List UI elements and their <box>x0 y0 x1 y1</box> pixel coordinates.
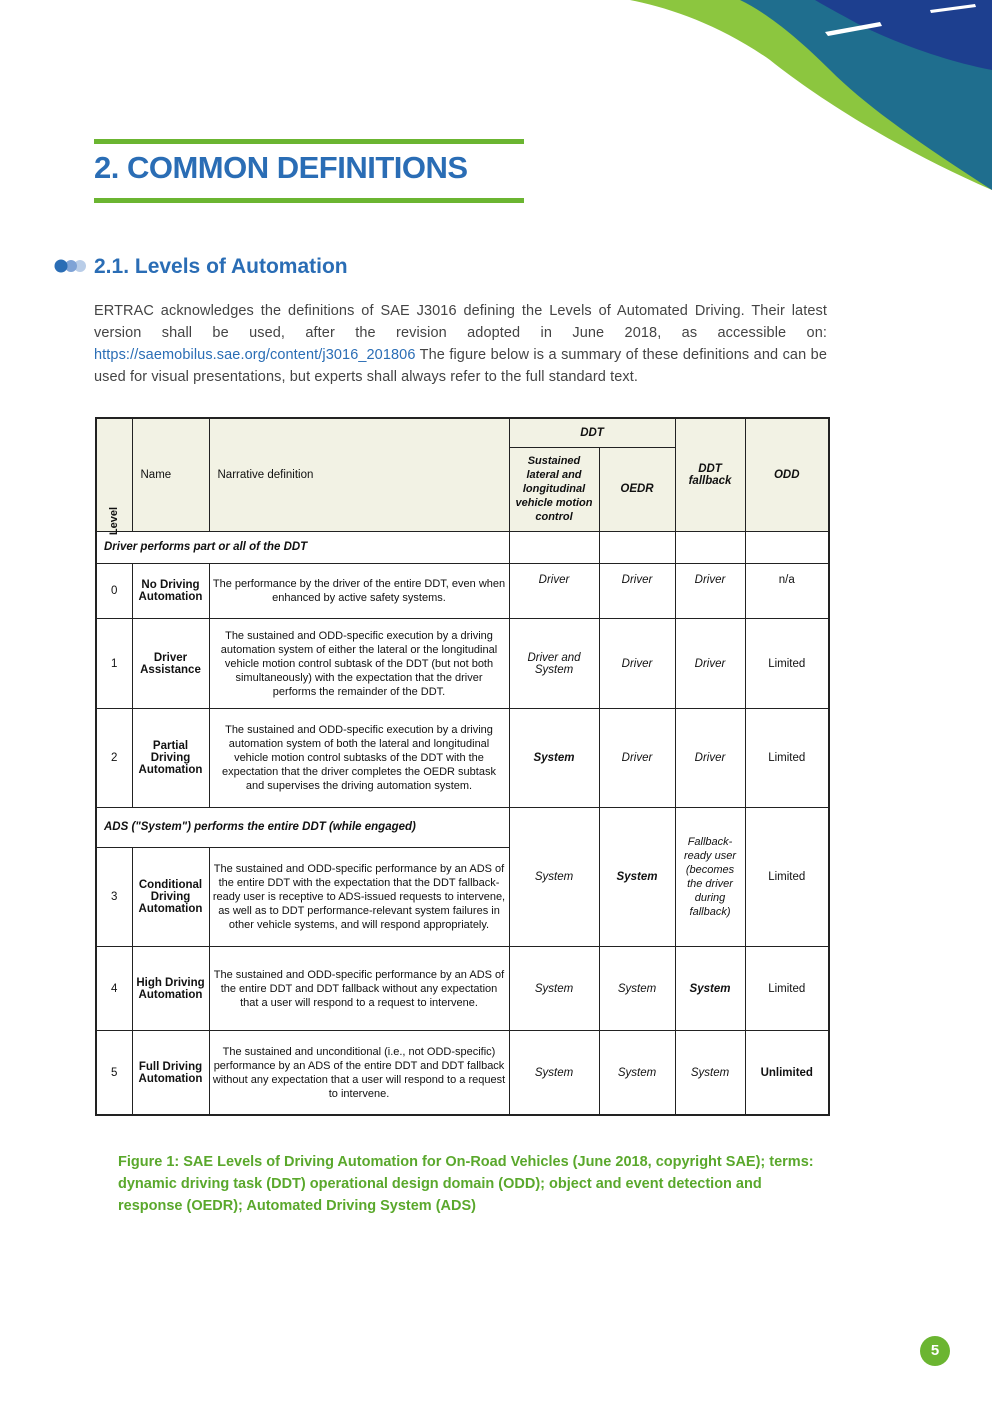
intro-text-after: The figure below is a summary of these definitions and can be used for visual presentations, but experts shall always refer to the full standard text. <box>94 347 827 385</box>
sustained-cell: System <box>509 709 599 807</box>
name-cell: Conditional Driving Automation <box>132 847 209 946</box>
sustained-cell: System <box>509 1031 599 1115</box>
odd-cell: Limited <box>745 946 829 1030</box>
intro-text: ERTRAC acknowledges the definitions of SAE J3016 defining the Levels of Automated Driving. Their latest version shall be used, after the revision adopted in June 2018, as accessible on: <box>94 303 827 341</box>
figure-caption <box>118 1151 827 1217</box>
oedr-cell: Driver <box>599 619 675 709</box>
odd-cell: Limited <box>745 619 829 709</box>
fallback-cell: Driver <box>675 709 745 807</box>
fallback-cell: Driver <box>675 563 745 618</box>
name-cell: Partial Driving Automation <box>132 709 209 807</box>
level-cell: 3 <box>96 847 132 946</box>
level-cell: 0 <box>96 563 132 618</box>
intro-paragraph <box>94 300 827 388</box>
narrative-cell: The sustained and ODD-specific performance by an ADS of the entire DDT with the expectation that the DDT fallback-ready user is receptive to ADS-issued requests to intervene, as well as to DDT performance-relevant system failures in other vehicle systems, and will respond appropriately. <box>209 847 509 946</box>
name-cell: Driver Assistance <box>132 619 209 709</box>
level-cell: 4 <box>96 946 132 1030</box>
odd-cell: Limited <box>745 709 829 807</box>
fallback-header: DDT fallback <box>675 418 745 531</box>
narrative-header: Narrative definition <box>209 418 509 531</box>
empty-cell <box>745 531 829 563</box>
name-header: Name <box>132 418 209 531</box>
title-rule-bottom <box>94 198 524 203</box>
caption-text: SAE Levels of Driving Automation for On-Road Vehicles (June 2018, copyright SAE); terms: dynamic driving task (DDT) operational design domain (ODD); object and event detection and response (OEDR); Automated Driving System (ADS) <box>118 1154 814 1214</box>
odd-header: ODD <box>745 418 829 531</box>
fallback-cell: Driver <box>675 619 745 709</box>
name-cell: Full Driving Automation <box>132 1031 209 1115</box>
oedr-cell: System <box>599 807 675 946</box>
title-rule-top <box>94 139 524 144</box>
level-cell: 1 <box>96 619 132 709</box>
sae-levels-table <box>95 417 830 1116</box>
page-number: 5 <box>920 1336 950 1366</box>
oedr-cell: System <box>599 946 675 1030</box>
section-bullet-icon <box>52 259 88 273</box>
odd-cell: Limited <box>745 807 829 946</box>
empty-cell <box>509 531 599 563</box>
table-row <box>96 709 829 807</box>
group-ads-label: ADS ("System") performs the entire DDT (while engaged) <box>96 807 509 847</box>
table-row <box>96 563 829 618</box>
corner-decoration <box>600 0 992 200</box>
level-header: Level <box>96 418 132 531</box>
level-cell: 5 <box>96 1031 132 1115</box>
section-title: 2.1. Levels of Automation <box>94 255 348 278</box>
level-cell: 2 <box>96 709 132 807</box>
ddt-header: DDT <box>509 418 675 447</box>
page-title: 2. COMMON DEFINITIONS <box>94 150 468 185</box>
sustained-cell: Driver <box>509 563 599 618</box>
oedr-header: OEDR <box>599 447 675 531</box>
oedr-cell: Driver <box>599 563 675 618</box>
name-cell: High Driving Automation <box>132 946 209 1030</box>
narrative-cell: The sustained and unconditional (i.e., not ODD-specific) performance by an ADS of the entire DDT and DDT fallback without any expectation that a user will respond to a request to intervene. <box>209 1031 509 1115</box>
table-row <box>96 1031 829 1115</box>
fallback-cell: System <box>675 946 745 1030</box>
name-cell: No Driving Automation <box>132 563 209 618</box>
caption-prefix: Figure 1: <box>118 1154 180 1170</box>
table-row <box>96 619 829 709</box>
narrative-cell: The sustained and ODD-specific execution by a driving automation system of either the lateral or the longitudinal vehicle motion control subtask of the DDT (but not both simultaneously) with the expectation that the driver performs the remainder of the DDT. <box>209 619 509 709</box>
narrative-cell: The sustained and ODD-specific performance by an ADS of the entire DDT and DDT fallback without any expectation that a user will respond to a request to intervene. <box>209 946 509 1030</box>
narrative-cell: The sustained and ODD-specific execution by a driving automation system of both the lateral and longitudinal vehicle motion control subtasks of the DDT with the expectation that the driver completes the OEDR subtask and supervises the driving automation system. <box>209 709 509 807</box>
group-driver-label: Driver performs part or all of the DDT <box>96 531 509 563</box>
narrative-cell: The performance by the driver of the entire DDT, even when enhanced by active safety systems. <box>209 563 509 618</box>
oedr-cell: System <box>599 1031 675 1115</box>
table-row <box>96 946 829 1030</box>
sustained-cell: System <box>509 946 599 1030</box>
empty-cell <box>599 531 675 563</box>
odd-cell: n/a <box>745 563 829 618</box>
empty-cell <box>675 531 745 563</box>
sustained-cell: Driver and System <box>509 619 599 709</box>
sustained-cell: System <box>509 807 599 946</box>
fallback-cell: System <box>675 1031 745 1115</box>
odd-cell: Unlimited <box>745 1031 829 1115</box>
sae-link[interactable]: https://saemobilus.sae.org/content/j3016_201806 <box>94 347 416 363</box>
sustained-header: Sustained lateral and longitudinal vehicle motion control <box>509 447 599 531</box>
oedr-cell: Driver <box>599 709 675 807</box>
fallback-cell: Fallback-ready user (becomes the driver during fallback) <box>675 807 745 946</box>
